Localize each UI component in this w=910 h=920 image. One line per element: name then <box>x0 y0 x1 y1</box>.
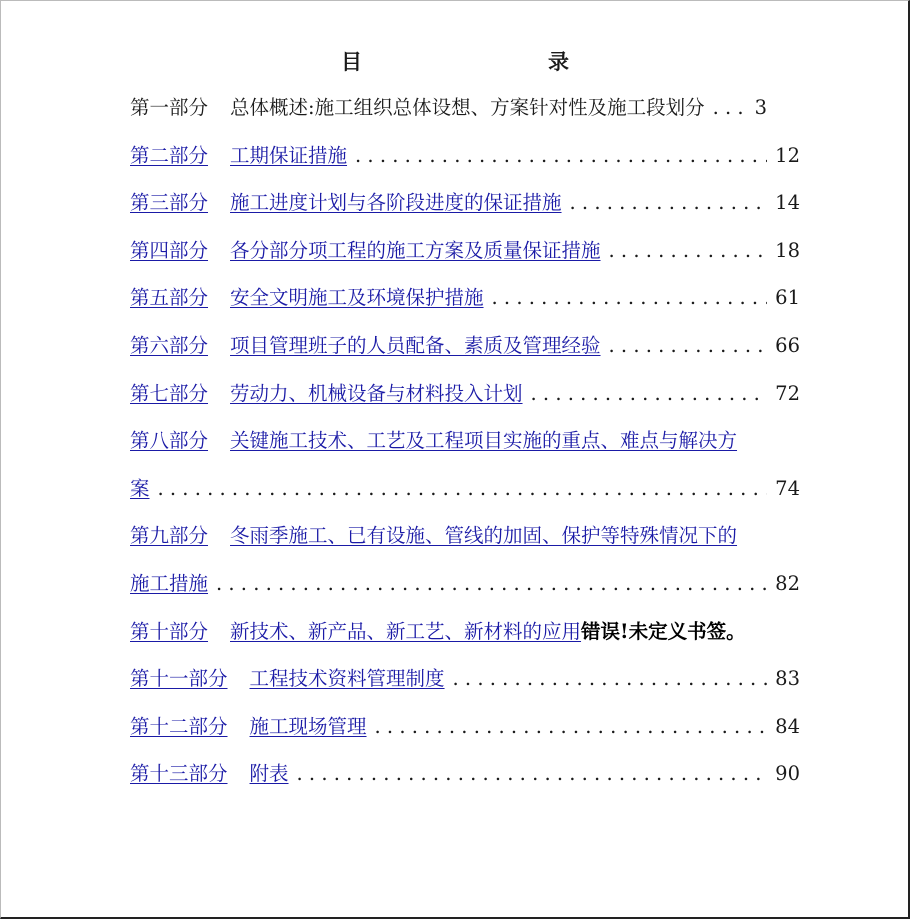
toc-link[interactable] <box>130 193 562 213</box>
toc-page-number: 90 <box>775 762 800 786</box>
toc-entry-11[interactable] <box>130 655 800 703</box>
toc-link[interactable] <box>130 288 484 308</box>
dot-leader <box>158 479 768 499</box>
toc-page-number: 83 <box>775 667 800 691</box>
toc-part-number: 第六部分 <box>130 334 209 358</box>
toc-entry-text: 施工进度计划与各阶段进度的保证措施 <box>230 191 562 215</box>
toc-entry-1 <box>130 84 800 132</box>
toc-link[interactable] <box>130 381 523 405</box>
toc-entry-10[interactable] <box>130 608 800 656</box>
toc-part-number: 第七部分 <box>130 381 209 405</box>
toc-entry-text: 劳动力、机械设备与材料投入计划 <box>230 381 523 405</box>
toc-entry-text: 工期保证措施 <box>230 143 348 167</box>
toc-link[interactable] <box>130 714 367 738</box>
toc-part-number: 第八部分 <box>130 429 209 453</box>
toc-part-number: 第十二部分 <box>130 714 228 738</box>
toc-entry-text: 关键施工技术、工艺及工程项目实施的重点、难点与解决方 <box>230 429 738 453</box>
dot-leader <box>355 146 767 166</box>
toc-page-number: 12 <box>775 143 800 167</box>
toc-link[interactable] <box>130 619 582 643</box>
toc-entry-text: 新技术、新产品、新工艺、新材料的应用 <box>230 619 582 643</box>
toc-entry-8[interactable] <box>130 417 800 465</box>
toc-page-number: 3 <box>754 96 768 120</box>
toc-entry-7[interactable] <box>130 370 800 418</box>
dot-leader <box>453 669 768 689</box>
toc-link[interactable] <box>130 238 601 262</box>
toc-entry-9[interactable] <box>130 512 800 560</box>
toc-page-number: 18 <box>775 238 800 262</box>
toc-link[interactable] <box>130 669 445 689</box>
bookmark-error-text: 错误!未定义书签。 <box>581 619 746 643</box>
toc-part-number: 第十部分 <box>130 619 209 643</box>
toc-entry-text: 项目管理班子的人员配备、素质及管理经验 <box>230 334 601 358</box>
toc-page-number: 72 <box>775 381 800 405</box>
toc-link[interactable] <box>130 336 601 356</box>
toc-link-continued[interactable]: 案 <box>130 476 150 500</box>
dot-leader <box>609 241 768 261</box>
toc-entry-4[interactable] <box>130 227 800 275</box>
toc-page-number: 84 <box>775 714 800 738</box>
toc-part-number: 第一部分 <box>130 96 209 120</box>
toc-link[interactable] <box>130 526 737 546</box>
toc-entry-13[interactable] <box>130 750 800 798</box>
dot-leader <box>570 193 768 213</box>
toc-page-number: 14 <box>775 191 800 215</box>
toc-part-number: 第三部分 <box>130 191 209 215</box>
toc-entry-text: 总体概述:施工组织总体设想、方案针对性及施工段划分 <box>230 96 705 120</box>
toc-part-number: 第九部分 <box>130 524 209 548</box>
toc-list <box>130 84 800 798</box>
toc-title: 目 录 <box>341 49 617 74</box>
toc-part-number: 第四部分 <box>130 238 209 262</box>
toc-entry-text: 施工现场管理 <box>249 714 367 738</box>
toc-link[interactable] <box>130 764 289 784</box>
toc-part-number: 第五部分 <box>130 286 209 310</box>
dot-leader <box>492 288 768 308</box>
toc-part-number: 第十三部分 <box>130 762 228 786</box>
toc-link[interactable] <box>130 143 348 167</box>
dot-leader <box>297 764 768 784</box>
toc-link-continued[interactable]: 施工措施 <box>130 571 209 595</box>
toc-entry-2[interactable] <box>130 132 800 180</box>
toc-part-number: 第二部分 <box>130 143 209 167</box>
toc-page-number: 66 <box>775 334 800 358</box>
toc-page-number: 61 <box>775 286 800 310</box>
toc-part-number: 第十一部分 <box>130 667 228 691</box>
toc-page-number: 74 <box>775 476 800 500</box>
dot-leader <box>375 717 768 737</box>
toc-entry-5[interactable] <box>130 274 800 322</box>
dot-leader <box>713 98 747 118</box>
dot-leader <box>216 574 767 594</box>
toc-link[interactable] <box>130 431 737 451</box>
toc-entry-text: 附表 <box>249 762 289 786</box>
dot-leader <box>531 384 768 404</box>
toc-entry-text: 工程技术资料管理制度 <box>249 667 445 691</box>
toc-entry-12[interactable] <box>130 703 800 751</box>
toc-entry-text: 各分部分项工程的施工方案及质量保证措施 <box>230 238 601 262</box>
toc-entry-8-continued[interactable] <box>130 465 800 513</box>
toc-entry-6[interactable] <box>130 322 800 370</box>
toc-entry-text: 冬雨季施工、已有设施、管线的加固、保护等特殊情况下的 <box>230 524 738 548</box>
toc-entry-3[interactable] <box>130 179 800 227</box>
toc-page-number: 82 <box>775 571 800 595</box>
toc-entry-9-continued[interactable] <box>130 560 800 608</box>
toc-entry-text: 安全文明施工及环境保护措施 <box>230 286 484 310</box>
dot-leader <box>609 336 768 356</box>
